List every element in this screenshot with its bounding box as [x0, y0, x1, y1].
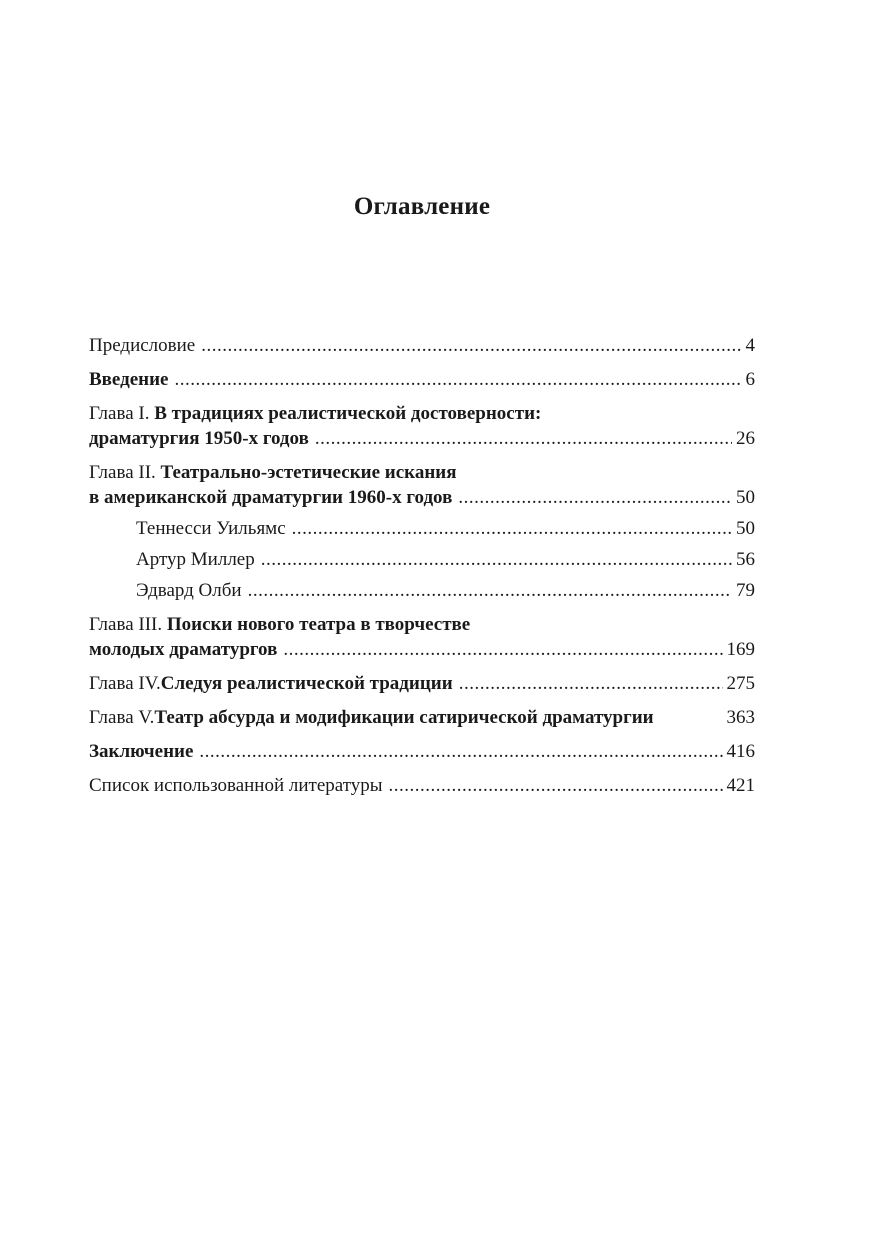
toc-page-number: 79 [736, 580, 755, 601]
toc-page-number: 363 [726, 707, 755, 728]
toc-subentry-miller[interactable] [89, 547, 755, 572]
dot-leader [292, 516, 732, 541]
toc-entry-bibliography[interactable] [89, 773, 755, 798]
toc-page-number: 50 [736, 487, 755, 508]
table-of-contents [89, 333, 755, 807]
chapter-prefix: Глава III. [89, 614, 167, 635]
dot-leader [459, 671, 723, 696]
toc-page-number: 169 [726, 639, 755, 660]
dot-leader [248, 578, 732, 603]
toc-entry-preface[interactable] [89, 333, 755, 358]
toc-entry-title: Список использованной литературы [89, 775, 383, 796]
toc-entry-chapter-1[interactable] [89, 401, 755, 451]
toc-subentry-albee[interactable] [89, 578, 755, 603]
toc-page-number: 421 [726, 775, 755, 796]
toc-entry-introduction[interactable] [89, 367, 755, 392]
toc-entry-chapter-5[interactable] [89, 705, 755, 730]
dot-leader [315, 426, 732, 451]
toc-page-number: 50 [736, 518, 755, 539]
dot-leader [283, 637, 722, 662]
dot-leader [201, 333, 741, 358]
toc-page-number: 416 [726, 741, 755, 762]
toc-entry-conclusion[interactable] [89, 739, 755, 764]
toc-entry-chapter-3[interactable] [89, 612, 755, 662]
toc-entry-title: Следуя реалистической традиции [160, 673, 453, 694]
toc-entry-title: Теннесси Уильямс [136, 518, 286, 539]
chapter-prefix: Глава I. [89, 403, 155, 424]
dot-leader [261, 547, 732, 572]
toc-entry-title: Введение [89, 369, 169, 390]
toc-subentry-williams[interactable] [89, 516, 755, 541]
toc-entry-title: Поиски нового театра в творчестве [166, 614, 471, 635]
dot-leader [389, 773, 723, 798]
toc-entry-title: Предисловие [89, 335, 196, 356]
toc-entry-chapter-4[interactable] [89, 671, 755, 696]
toc-entry-title: Театр абсурда и модификации сатирической драматургии [154, 707, 654, 728]
toc-entry-title-continued: в американской драматургии 1960-х годов [89, 487, 453, 508]
dot-leader [199, 739, 722, 764]
chapter-prefix: Глава IV. [89, 673, 161, 694]
toc-entry-title-continued: молодых драматургов [89, 639, 278, 660]
toc-page-number: 275 [726, 673, 755, 694]
toc-page-number: 56 [736, 549, 755, 570]
toc-entry-title: Театрально-эстетические искания [160, 462, 457, 483]
toc-entry-title: В традициях реалистической достоверности: [154, 403, 542, 424]
toc-entry-title: Артур Миллер [136, 549, 255, 570]
toc-page-number: 4 [745, 335, 755, 356]
dot-leader [458, 485, 732, 510]
page-title: Оглавление [353, 193, 491, 220]
toc-entry-chapter-2[interactable] [89, 460, 755, 510]
toc-entry-title-continued: драматургия 1950-х годов [89, 428, 309, 449]
toc-page-number: 6 [745, 369, 755, 390]
chapter-prefix: Глава V. [89, 707, 155, 728]
toc-page-number: 26 [736, 428, 755, 449]
chapter-prefix: Глава II. [89, 462, 161, 483]
dot-leader [175, 367, 742, 392]
toc-entry-title: Эдвард Олби [136, 580, 242, 601]
toc-entry-title: Заключение [89, 741, 194, 762]
